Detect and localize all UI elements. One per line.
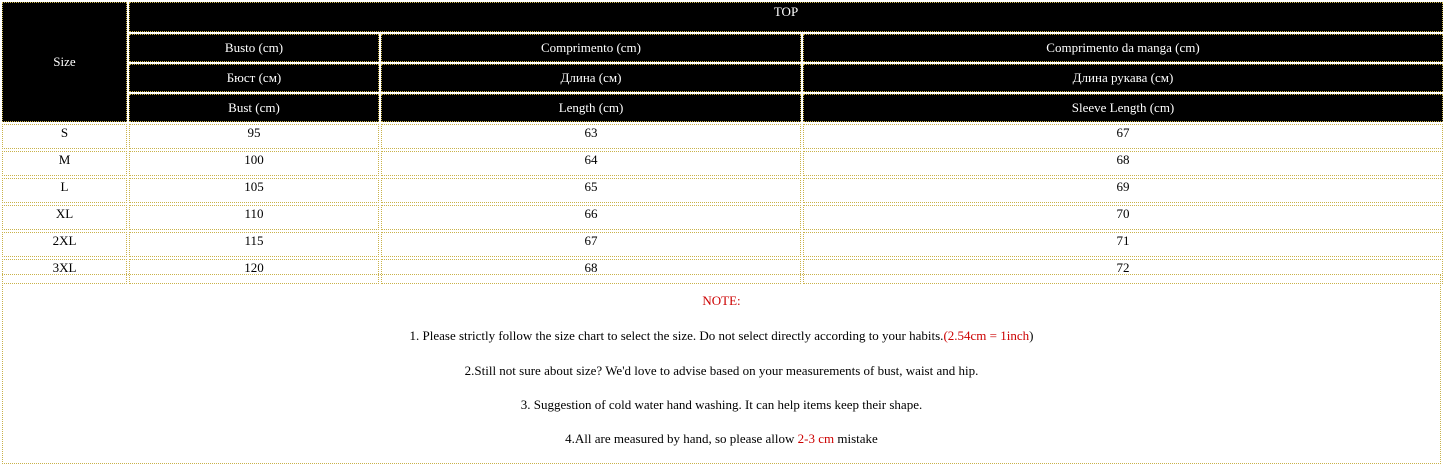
header-row-en xyxy=(2,94,1443,122)
length-cell: 63 xyxy=(381,124,801,149)
note-line-1-text: 1. Please strictly follow the size chart to select the size. Do not select directly according to your habits. xyxy=(409,328,944,343)
header-cell: Comprimento (cm) xyxy=(381,34,801,62)
bust-cell: 95 xyxy=(129,124,379,149)
length-cell: 65 xyxy=(381,178,801,203)
bust-cell: 115 xyxy=(129,232,379,257)
bust-cell: 120 xyxy=(129,259,379,284)
note-line-1-paren-open: ( xyxy=(943,328,948,343)
header-cell: Comprimento da manga (cm) xyxy=(803,34,1443,62)
table-row xyxy=(2,232,1443,257)
size-cell: 2XL xyxy=(2,232,127,257)
header-row-pt xyxy=(2,34,1443,62)
table-row xyxy=(2,151,1443,176)
sleeve-cell: 68 xyxy=(803,151,1443,176)
note-line-4-text: 4.All are measured by hand, so please allow xyxy=(565,431,798,446)
table-row xyxy=(2,124,1443,149)
header-cell: Длина (см) xyxy=(381,64,801,92)
header-cell: Busto (cm) xyxy=(129,34,379,62)
sleeve-cell: 69 xyxy=(803,178,1443,203)
size-cell: M xyxy=(2,151,127,176)
header-cell: Sleeve Length (cm) xyxy=(803,94,1443,122)
note-line-4-highlight: 2-3 cm xyxy=(797,431,835,446)
header-cell: Длина рукава (см) xyxy=(803,64,1443,92)
top-header: TOP xyxy=(129,2,1443,32)
header-cell: Length (cm) xyxy=(381,94,801,122)
sleeve-cell: 70 xyxy=(803,205,1443,230)
length-cell: 64 xyxy=(381,151,801,176)
sleeve-cell: 72 xyxy=(803,259,1443,284)
note-line-2: 2.Still not sure about size? We'd love to advise based on your measurements of bust, waist and hip. xyxy=(464,363,979,378)
table-row xyxy=(2,178,1443,203)
header-row-ru xyxy=(2,64,1443,92)
header-row-top xyxy=(2,2,1443,32)
note-line-4 xyxy=(3,431,1440,447)
size-cell: XL xyxy=(2,205,127,230)
size-cell: S xyxy=(2,124,127,149)
bust-cell: 100 xyxy=(129,151,379,176)
header-cell: Bust (cm) xyxy=(129,94,379,122)
bust-cell: 110 xyxy=(129,205,379,230)
note-line-3: 3. Suggestion of cold water hand washing. It can help items keep their shape. xyxy=(520,397,923,412)
notes-box xyxy=(2,274,1441,464)
sleeve-cell: 71 xyxy=(803,232,1443,257)
note-line-1 xyxy=(3,328,1440,344)
size-header: Size xyxy=(2,2,127,122)
header-cell: Бюст (см) xyxy=(129,64,379,92)
note-line-4-tail: mistake xyxy=(834,431,878,446)
length-cell: 66 xyxy=(381,205,801,230)
note-title: NOTE: xyxy=(702,293,741,308)
note-line-1-paren-close: ) xyxy=(1029,328,1034,343)
note-line-1-highlight: 2.54cm = 1inch xyxy=(947,328,1030,343)
size-cell: 3XL xyxy=(2,259,127,284)
bust-cell: 105 xyxy=(129,178,379,203)
table-row xyxy=(2,205,1443,230)
sleeve-cell: 67 xyxy=(803,124,1443,149)
length-cell: 67 xyxy=(381,232,801,257)
length-cell: 68 xyxy=(381,259,801,284)
size-cell: L xyxy=(2,178,127,203)
